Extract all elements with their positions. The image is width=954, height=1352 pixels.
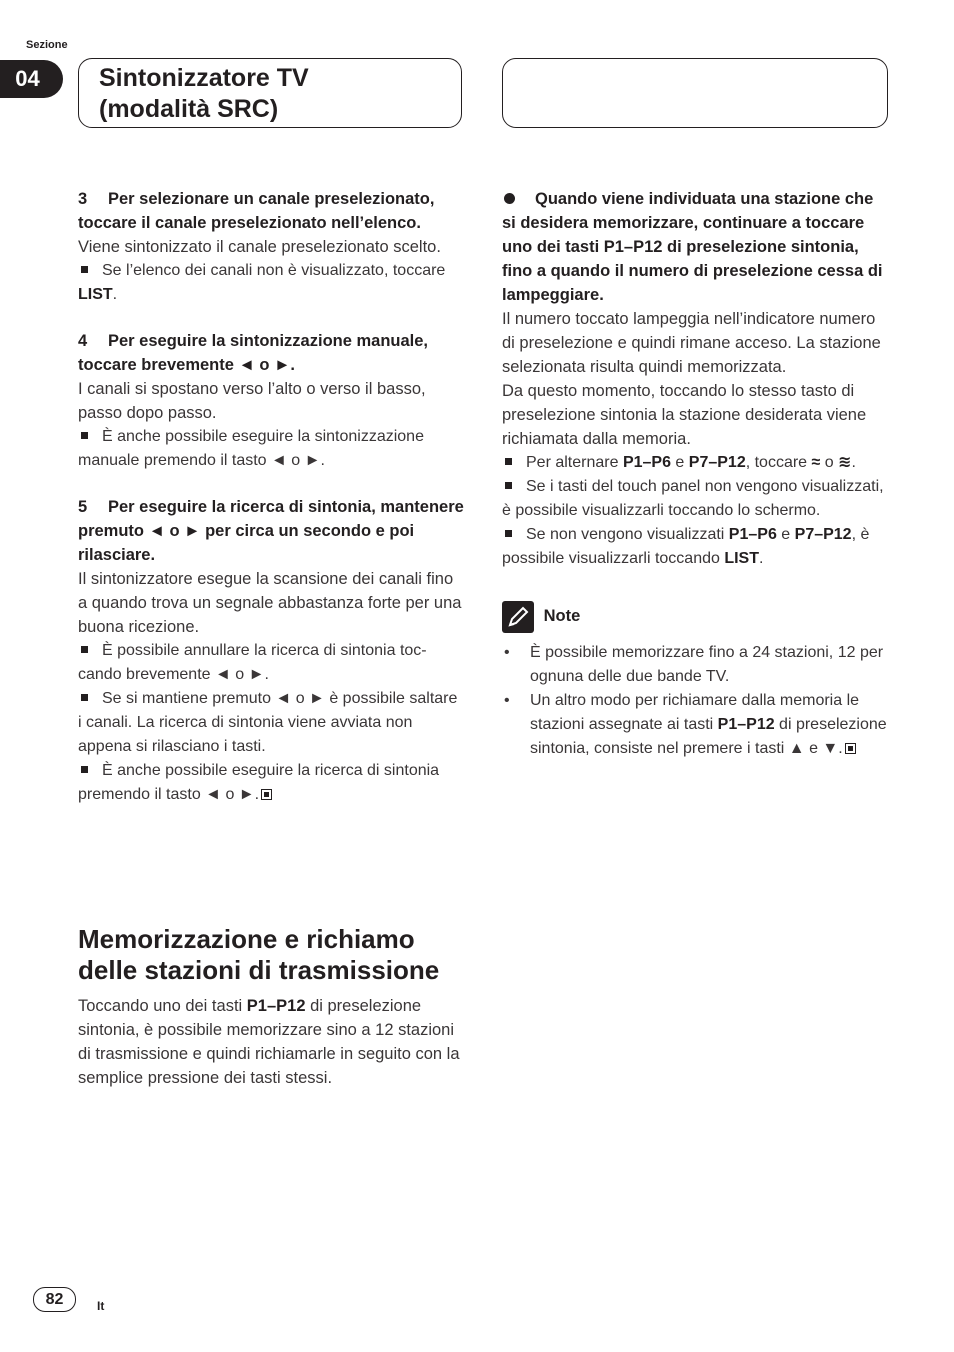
right-body-2: Da questo momento, toccando lo stesso tasto di preselezione sintonia la stazione desiderata viene richiamata dalla memoria. (502, 382, 867, 448)
double-down-arrow-icon: ≋ (838, 454, 852, 471)
step-5-note-3: È anche possibile eseguire la ricerca di sintonia premendo il tasto ◄ o ►. (78, 762, 440, 803)
square-bullet-icon (81, 694, 88, 701)
square-bullet-icon (81, 432, 88, 439)
round-bullet-icon (504, 193, 515, 204)
language-code: It (97, 1299, 105, 1313)
right-heading: Quando viene individuata una stazione che si desidera memorizzare, continuare a toccare uno dei tasti P1–P12 di preselezione sintonia, fino a quando il numero di preselezione cessa di lampeggiare. (502, 190, 883, 304)
step-3-heading: 3 Per selezionare un canale preselezionato, toccare il canale preselezionato nell’elenco. (78, 190, 435, 232)
right-column (502, 187, 888, 761)
right-note-1: Per alternare P1–P6 e P7–P12, toccare ≈ o ≋. (502, 451, 888, 475)
step-5-note-2: Se si mantiene premuto ◄ o ► è possibile saltare i canali. La ricerca di sintonia viene avviata non appena si rilasciano i tasti. (78, 690, 458, 755)
page-number: 82 (33, 1287, 76, 1312)
memo-section-title: Memorizzazione e richiamo delle stazioni di trasmissione (78, 924, 440, 985)
double-up-arrow-icon: ≈ (811, 454, 821, 471)
square-bullet-icon (505, 458, 512, 465)
pencil-note-icon (502, 601, 534, 633)
bullet-dot-icon: • (504, 644, 510, 661)
note-item-1: • È possibile memorizzare fino a 24 stazioni, 12 per ognuna delle due bande TV. (502, 641, 888, 689)
step-4-heading: 4 Per eseguire la sintonizzazione manuale, toccare brevemente ◄ o ►. (78, 332, 429, 374)
square-bullet-icon (81, 766, 88, 773)
right-note-3: Se non vengono visualizzati P1–P6 e P7–P12, è possibile visualizzarli toccando LIST. (502, 526, 870, 567)
square-bullet-icon (81, 646, 88, 653)
empty-header-box (502, 58, 888, 128)
section-label: Sezione (26, 39, 68, 51)
chapter-title-line1: Sintonizzatore TV (99, 64, 309, 92)
note-heading: Note (502, 601, 888, 633)
bullet-dot-icon: • (504, 692, 510, 709)
square-bullet-icon (505, 530, 512, 537)
memo-section-body: Toccando uno dei tasti P1–P12 di preselezione sintonia, è possibile memorizzare sino a 12 stazioni di trasmissione e quindi richiamarle in seguito con la semplice pressione dei tasti stessi. (78, 997, 460, 1087)
left-column (78, 187, 464, 807)
step-3-note: Se l’elenco dei canali non è visualizzato, toccare LIST. (78, 262, 446, 303)
memo-section (78, 924, 464, 1090)
note-item-2: • Un altro modo per richiamare dalla memoria le stazioni assegnate ai tasti P1–P12 di preselezione sintonia, consiste nel premere i tasti ▲ e ▼. (502, 689, 888, 761)
step-5-body: Il sintonizzatore esegue la scansione dei canali fino a quando trova un segnale abbastanza forte per una buona ricezione. (78, 570, 462, 636)
step-5-heading: 5 Per eseguire la ricerca di sintonia, mantenere premuto ◄ o ► per circa un secondo e poi rilasciare. (78, 498, 464, 564)
right-note-2: Se i tasti del touch panel non vengono visualizzati, è possibile visualizzarli toccando lo schermo. (502, 478, 884, 519)
step-4-body: I canali si spostano verso l’alto o verso il basso, passo dopo passo. (78, 380, 426, 422)
square-bullet-icon (505, 482, 512, 489)
end-mark-icon (261, 789, 272, 800)
step-4-note: È anche possibile eseguire la sintonizzazione manuale premendo il tasto ◄ o ►. (78, 428, 424, 469)
step-3-body: Viene sintonizzato il canale preselezionato scelto. (78, 238, 441, 256)
chapter-title-box (78, 58, 462, 128)
square-bullet-icon (81, 266, 88, 273)
step-5-note-1: È possibile annullare la ricerca di sintonia toccando brevemente ◄ o ►. (78, 642, 427, 683)
end-mark-icon (845, 743, 856, 754)
chapter-title-line2: (modalità SRC) (99, 95, 279, 123)
section-number-badge: 04 (0, 60, 63, 98)
right-body-1: Il numero toccato lampeggia nell’indicatore numero di preselezione e quindi rimane acceso. La stazione selezionata risulta quindi memorizzata. (502, 310, 881, 376)
